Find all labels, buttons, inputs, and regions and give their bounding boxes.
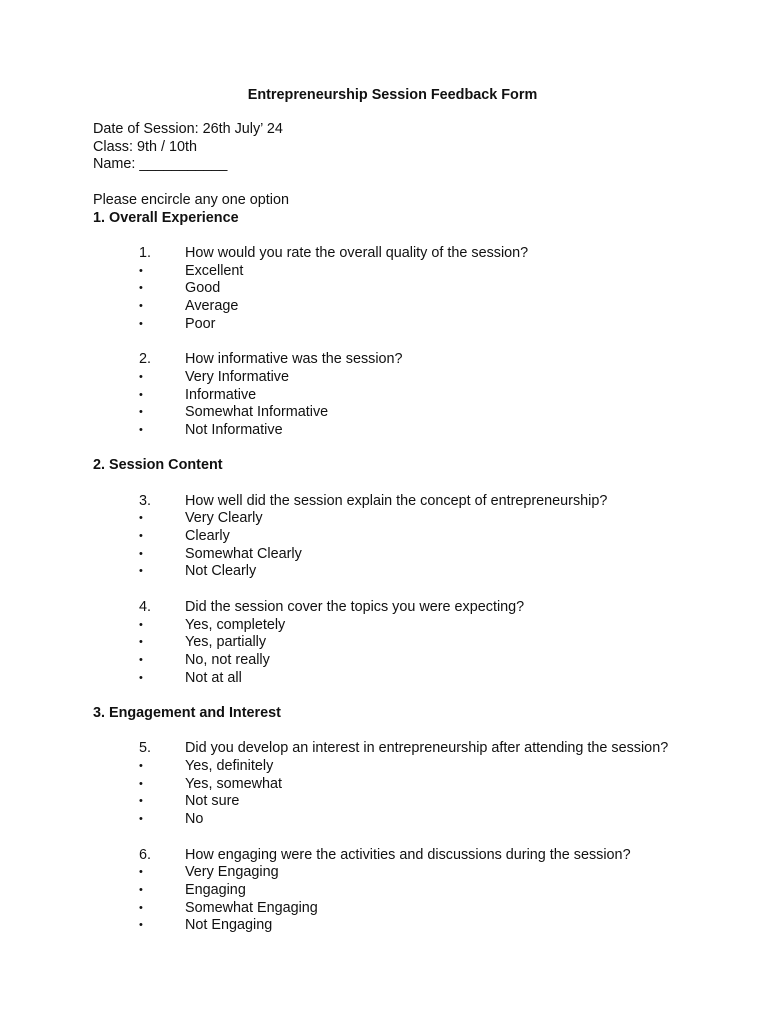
answer-option[interactable] bbox=[93, 652, 733, 670]
option-label: Very Engaging bbox=[185, 864, 279, 881]
option-label: Good bbox=[185, 280, 221, 297]
question-number: 2. bbox=[139, 351, 152, 368]
answer-option[interactable] bbox=[93, 811, 733, 829]
option-label: Average bbox=[185, 298, 239, 315]
instruction-text: Please encircle any one option bbox=[93, 192, 290, 208]
option-label: Not at all bbox=[185, 669, 242, 686]
session-details bbox=[93, 121, 283, 174]
session-class: Class: 9th / 10th bbox=[93, 138, 197, 155]
answer-option[interactable] bbox=[93, 900, 733, 918]
bullet-icon: • bbox=[139, 795, 143, 808]
option-label: Excellent bbox=[185, 262, 244, 279]
question-text: Did the session cover the topics you were expecting? bbox=[185, 598, 525, 615]
question-row bbox=[93, 493, 733, 511]
option-label: Not Informative bbox=[185, 421, 283, 438]
answer-option[interactable] bbox=[93, 634, 733, 652]
answer-option[interactable] bbox=[93, 298, 733, 316]
question-block bbox=[93, 351, 733, 439]
bullet-icon: • bbox=[139, 547, 143, 560]
student-name-field: Name: ___________ bbox=[93, 156, 228, 173]
bullet-icon: • bbox=[139, 901, 143, 914]
answer-option[interactable] bbox=[93, 316, 733, 334]
section-heading: 2. Session Content bbox=[93, 457, 223, 474]
section-heading: 3. Engagement and Interest bbox=[93, 704, 281, 721]
answer-option[interactable] bbox=[93, 546, 733, 564]
option-label: Informative bbox=[185, 386, 257, 403]
bullet-icon: • bbox=[139, 370, 143, 383]
form-content bbox=[93, 192, 733, 935]
option-label: Somewhat Informative bbox=[185, 404, 329, 421]
answer-option[interactable] bbox=[93, 404, 733, 422]
question-row bbox=[93, 599, 733, 617]
question-row bbox=[93, 245, 733, 263]
answer-option[interactable] bbox=[93, 387, 733, 405]
question-text: How would you rate the overall quality of the session? bbox=[185, 245, 529, 262]
bullet-icon: • bbox=[139, 883, 143, 896]
bullet-icon: • bbox=[139, 300, 143, 313]
answer-option[interactable] bbox=[93, 793, 733, 811]
bullet-icon: • bbox=[139, 866, 143, 879]
option-label: Yes, partially bbox=[185, 634, 267, 651]
question-block bbox=[93, 493, 733, 581]
bullet-icon: • bbox=[139, 317, 143, 330]
bullet-icon: • bbox=[139, 406, 143, 419]
bullet-icon: • bbox=[139, 565, 143, 578]
bullet-icon: • bbox=[139, 636, 143, 649]
question-number: 4. bbox=[139, 598, 152, 615]
bullet-icon: • bbox=[139, 512, 143, 525]
bullet-icon: • bbox=[139, 388, 143, 401]
answer-option[interactable] bbox=[93, 369, 733, 387]
option-label: Poor bbox=[185, 315, 216, 332]
question-row bbox=[93, 351, 733, 369]
option-label: Yes, completely bbox=[185, 616, 286, 633]
answer-option[interactable] bbox=[93, 882, 733, 900]
answer-option[interactable] bbox=[93, 280, 733, 298]
bullet-icon: • bbox=[139, 919, 143, 932]
question-row bbox=[93, 740, 733, 758]
question-block bbox=[93, 599, 733, 687]
answer-option[interactable] bbox=[93, 776, 733, 794]
bullet-icon: • bbox=[139, 777, 143, 790]
bullet-icon: • bbox=[139, 618, 143, 631]
option-label: Clearly bbox=[185, 528, 230, 545]
question-number: 5. bbox=[139, 740, 152, 757]
option-label: Not Engaging bbox=[185, 917, 273, 934]
option-label: Yes, definitely bbox=[185, 758, 274, 775]
option-label: Very Clearly bbox=[185, 510, 263, 527]
answer-option[interactable] bbox=[93, 758, 733, 776]
answer-option[interactable] bbox=[93, 617, 733, 635]
answer-option[interactable] bbox=[93, 563, 733, 581]
question-text: How informative was the session? bbox=[185, 351, 403, 368]
answer-option[interactable] bbox=[93, 917, 733, 935]
bullet-icon: • bbox=[139, 423, 143, 436]
question-text: How well did the session explain the concept of entrepreneurship? bbox=[185, 492, 608, 509]
option-label: No bbox=[185, 811, 204, 828]
question-text: Did you develop an interest in entrepreneurship after attending the session? bbox=[185, 740, 669, 757]
question-number: 3. bbox=[139, 492, 152, 509]
answer-option[interactable] bbox=[93, 864, 733, 882]
question-block bbox=[93, 740, 733, 828]
session-date: Date of Session: 26th July’ 24 bbox=[93, 121, 283, 137]
bullet-icon: • bbox=[139, 282, 143, 295]
answer-option[interactable] bbox=[93, 422, 733, 440]
option-label: Not Clearly bbox=[185, 563, 257, 580]
option-label: Yes, somewhat bbox=[185, 775, 283, 792]
question-block bbox=[93, 245, 733, 333]
bullet-icon: • bbox=[139, 813, 143, 826]
question-block bbox=[93, 847, 733, 935]
question-number: 1. bbox=[139, 245, 152, 262]
answer-option[interactable] bbox=[93, 510, 733, 528]
bullet-icon: • bbox=[139, 264, 143, 277]
question-text: How engaging were the activities and discussions during the session? bbox=[185, 846, 631, 863]
answer-option[interactable] bbox=[93, 670, 733, 688]
section-heading: 1. Overall Experience bbox=[93, 209, 239, 226]
bullet-icon: • bbox=[139, 653, 143, 666]
option-label: Not sure bbox=[185, 793, 240, 810]
bullet-icon: • bbox=[139, 671, 143, 684]
question-number: 6. bbox=[139, 846, 152, 863]
answer-option[interactable] bbox=[93, 528, 733, 546]
answer-option[interactable] bbox=[93, 263, 733, 281]
form-title: Entrepreneurship Session Feedback Form bbox=[247, 87, 538, 103]
bullet-icon: • bbox=[139, 530, 143, 543]
option-label: Somewhat Clearly bbox=[185, 545, 302, 562]
option-label: Engaging bbox=[185, 881, 246, 898]
option-label: Somewhat Engaging bbox=[185, 899, 318, 916]
question-row bbox=[93, 847, 733, 865]
option-label: No, not really bbox=[185, 651, 270, 668]
option-label: Very Informative bbox=[185, 368, 289, 385]
bullet-icon: • bbox=[139, 760, 143, 773]
